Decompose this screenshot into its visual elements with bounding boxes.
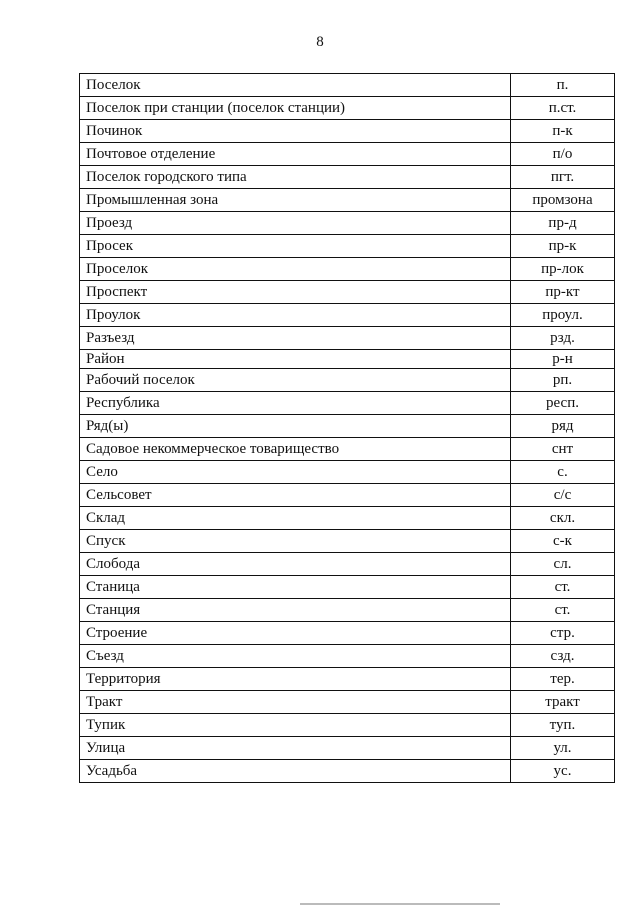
term-cell: Садовое некоммерческое товарищество [80,438,511,461]
term-cell: Район [80,350,511,369]
abbreviation-cell: рзд. [511,327,615,350]
abbreviation-cell: рп. [511,369,615,392]
abbreviation-cell: р-н [511,350,615,369]
abbreviation-cell: респ. [511,392,615,415]
table-row [80,392,615,415]
table-row [80,507,615,530]
abbreviation-cell: пр-к [511,235,615,258]
abbreviation-cell: пр-лок [511,258,615,281]
table-row [80,212,615,235]
term-cell: Рабочий поселок [80,369,511,392]
page-number: 8 [316,34,324,50]
table-row [80,74,615,97]
table-row [80,143,615,166]
abbreviation-cell: ул. [511,737,615,760]
table-row [80,304,615,327]
abbreviation-cell: п/о [511,143,615,166]
term-cell: Слобода [80,553,511,576]
term-cell: Проулок [80,304,511,327]
abbreviation-cell: с/с [511,484,615,507]
abbreviation-cell: с-к [511,530,615,553]
abbreviation-table [79,73,615,783]
table-row [80,737,615,760]
table-row [80,120,615,143]
abbreviation-cell: п.ст. [511,97,615,120]
table-row [80,327,615,350]
abbreviation-cell: п. [511,74,615,97]
table-row [80,235,615,258]
abbreviation-cell: тер. [511,668,615,691]
term-cell: Тракт [80,691,511,714]
term-cell: Проезд [80,212,511,235]
abbreviation-cell: стр. [511,622,615,645]
table-row [80,553,615,576]
abbreviation-cell: скл. [511,507,615,530]
table-row [80,189,615,212]
term-cell: Ряд(ы) [80,415,511,438]
term-cell: Поселок при станции (поселок станции) [80,97,511,120]
term-cell: Съезд [80,645,511,668]
term-cell: Проселок [80,258,511,281]
abbreviation-cell: пр-кт [511,281,615,304]
table-row [80,691,615,714]
abbreviation-cell: ус. [511,760,615,783]
table-row [80,281,615,304]
table-row [80,484,615,507]
term-cell: Поселок [80,74,511,97]
abbreviation-cell: тракт [511,691,615,714]
table-row [80,97,615,120]
abbreviation-cell: сл. [511,553,615,576]
term-cell: Разъезд [80,327,511,350]
table-row [80,530,615,553]
abbreviation-cell: п-к [511,120,615,143]
table-row [80,369,615,392]
abbreviation-cell: ст. [511,576,615,599]
table-row [80,350,615,369]
term-cell: Строение [80,622,511,645]
table-row [80,599,615,622]
term-cell: Территория [80,668,511,691]
term-cell: Усадьба [80,760,511,783]
term-cell: Улица [80,737,511,760]
abbreviation-cell: проул. [511,304,615,327]
term-cell: Село [80,461,511,484]
table-row [80,645,615,668]
table-row [80,576,615,599]
abbreviation-table-body [80,74,615,783]
abbreviation-cell: ст. [511,599,615,622]
term-cell: Республика [80,392,511,415]
abbreviation-cell: пгт. [511,166,615,189]
abbreviation-cell: ряд [511,415,615,438]
term-cell: Проспект [80,281,511,304]
term-cell: Промышленная зона [80,189,511,212]
term-cell: Сельсовет [80,484,511,507]
term-cell: Просек [80,235,511,258]
table-row [80,668,615,691]
term-cell: Почтовое отделение [80,143,511,166]
term-cell: Починок [80,120,511,143]
term-cell: Станция [80,599,511,622]
table-row [80,622,615,645]
table-row [80,415,615,438]
abbreviation-cell: снт [511,438,615,461]
table-row [80,461,615,484]
abbreviation-cell: промзона [511,189,615,212]
term-cell: Склад [80,507,511,530]
abbreviation-cell: с. [511,461,615,484]
table-row [80,714,615,737]
table-row [80,438,615,461]
abbreviation-cell: сзд. [511,645,615,668]
abbreviation-cell: пр-д [511,212,615,235]
table-row [80,166,615,189]
term-cell: Тупик [80,714,511,737]
table-row [80,258,615,281]
term-cell: Станица [80,576,511,599]
term-cell: Поселок городского типа [80,166,511,189]
table-row [80,760,615,783]
abbreviation-cell: туп. [511,714,615,737]
term-cell: Спуск [80,530,511,553]
